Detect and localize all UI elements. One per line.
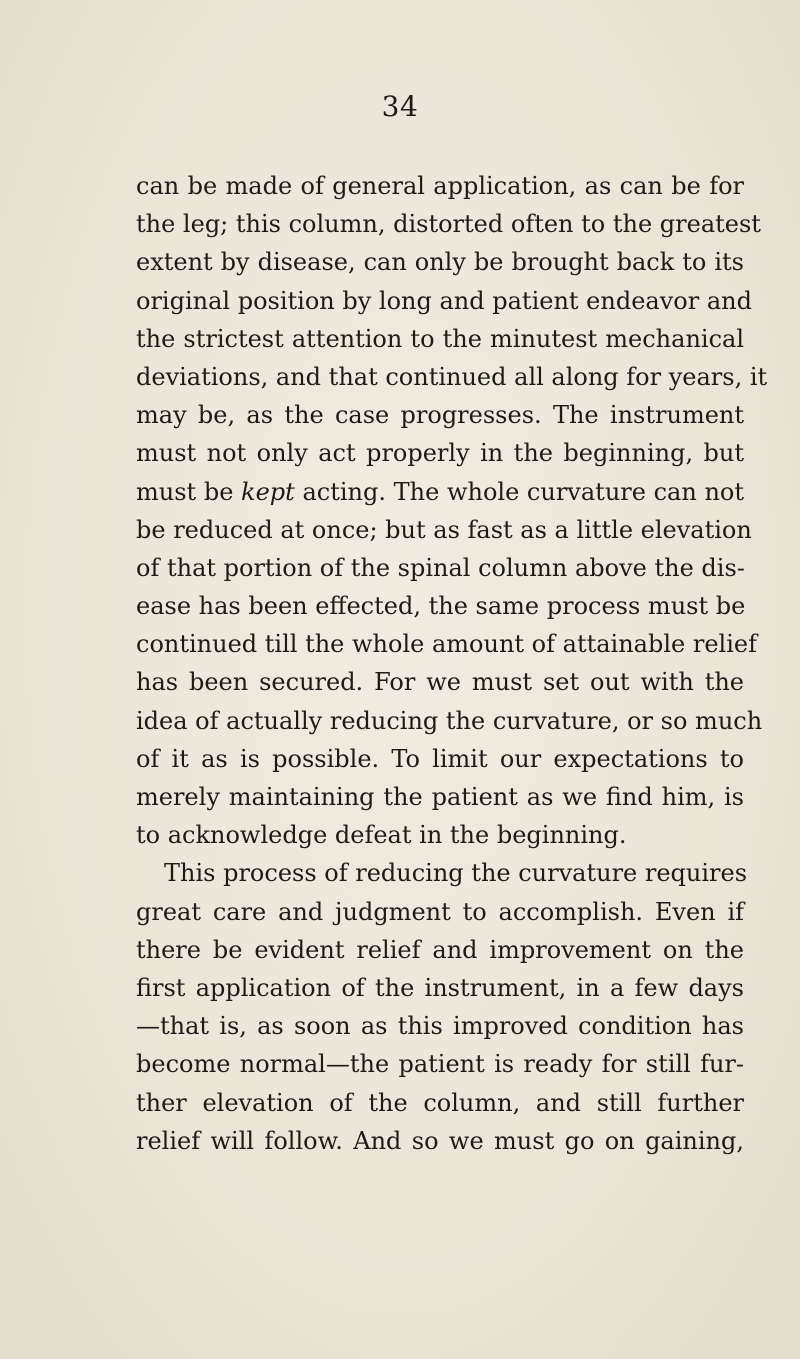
text-line: the leg; this column, distorted often to the greatest [136,210,761,239]
text-line: extent by disease, can only be brought back to its [136,248,744,277]
text-line: of it as is possible. To limit our expectations to [136,744,744,773]
text-line: ther elevation of the column, and still further [136,1088,744,1117]
text-line: the strictest attention to the minutest mechanical [136,324,744,353]
text-line: This process of reducing the curvature requires [164,859,748,888]
text-line: —that is, as soon as this improved condition has [136,1012,744,1041]
text-line: continued till the whole amount of attainable relief [136,630,757,659]
text-line: of that portion of the spinal column above the dis- [136,553,745,582]
text-line: original position by long and patient endeavor and [136,286,752,315]
text-segment: acting. The whole curvature can not [294,477,745,506]
text-segment: must be [136,477,242,506]
italic-text: kept [241,477,295,506]
text-line: must not only act properly in the beginning, but [136,439,744,468]
text-line: there be evident relief and improvement on the [136,935,744,964]
page-number: 34 [381,90,419,123]
text-line: to acknowledge defeat in the beginning. [136,821,627,850]
text-line: relief will follow. And so we must go on gaining, [136,1126,744,1155]
text-line: become normal—the patient is ready for still fur- [136,1050,744,1079]
text-line: deviations, and that continued all along for years, it [136,362,768,391]
body-text [136,167,768,1160]
text-line: be reduced at once; but as fast as a little elevation [136,515,752,544]
text-line: merely maintaining the patient as we find him, is [136,783,744,811]
text-line: first application of the instrument, in a few days [136,973,744,1002]
text-line [136,473,744,511]
text-line: great care and judgment to accomplish. Even if [136,897,744,926]
text-line: idea of actually reducing the curvature, or so much [136,706,763,735]
text-line: ease has been effected, the same process must be [136,592,746,621]
text-line: may be, as the case progresses. The instrument [136,401,744,430]
text-line: has been secured. For we must set out with the [136,668,744,697]
text-line: can be made of general application, as can be for [136,172,744,200]
